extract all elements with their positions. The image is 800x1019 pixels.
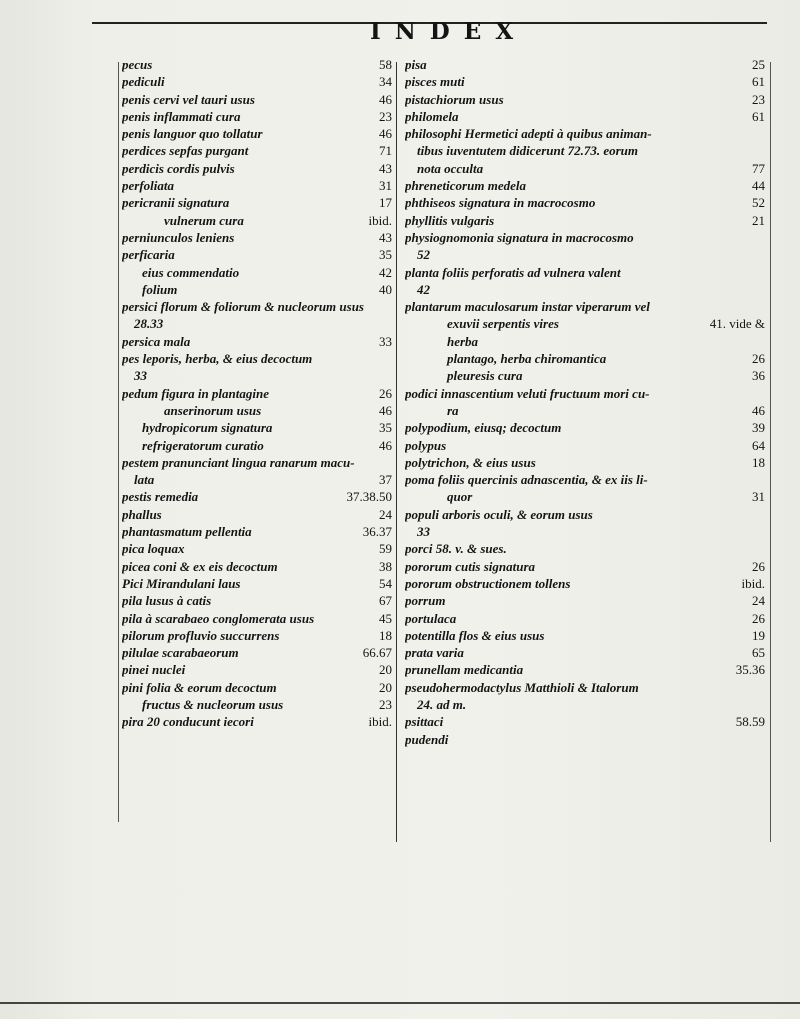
page-reference: 77 (752, 160, 765, 176)
index-entry (122, 402, 392, 419)
index-term: philomela (405, 108, 459, 124)
index-entry (405, 125, 765, 142)
index-entry (122, 592, 392, 609)
page-reference: 65 (752, 645, 765, 661)
page-reference: 38 (379, 558, 392, 574)
page-reference: 67 (379, 593, 392, 609)
bottom-rule (0, 1002, 800, 1004)
page-reference: 61 (752, 74, 765, 90)
index-term: porrum (405, 593, 446, 609)
index-entry (122, 281, 392, 298)
index-term: penis cervi vel tauri usus (122, 91, 255, 107)
page-reference: 35 (379, 420, 392, 436)
index-entry (122, 264, 392, 281)
page-reference: 36.37 (362, 524, 392, 540)
index-term: phthiseos signatura in macrocosmo (405, 195, 596, 211)
index-entry (122, 177, 392, 194)
page-reference: 23 (752, 91, 765, 107)
index-term: picea coni & ex eis decoctum (122, 558, 278, 574)
index-entry (405, 506, 765, 523)
page-reference: 17 (379, 195, 392, 211)
page-reference (761, 333, 765, 350)
page-reference: 46 (379, 437, 392, 453)
index-term: 33 (417, 524, 430, 540)
index-term: fructus & nucleorum usus (142, 696, 284, 712)
index-entry (122, 142, 392, 159)
index-entry (122, 575, 392, 592)
page-reference (388, 350, 392, 367)
index-entry (405, 437, 765, 454)
index-term: anserinorum usus (164, 402, 262, 418)
page-reference: 25 (752, 57, 765, 72)
page-reference (761, 385, 765, 402)
index-entry (122, 125, 392, 142)
page-reference: 64 (752, 437, 765, 453)
index-term: 24. ad m. (417, 696, 467, 712)
index-entry (405, 108, 765, 125)
index-entry (122, 540, 392, 557)
index-column-left (122, 56, 392, 731)
index-term: pistachiorum usus (405, 91, 504, 107)
index-term: pila lusus à catis (122, 593, 212, 609)
index-entry (122, 523, 392, 540)
index-term: prata varia (405, 645, 464, 661)
index-entry (122, 91, 392, 108)
index-entry (122, 437, 392, 454)
index-entry (122, 419, 392, 436)
page-reference: 23 (379, 696, 392, 712)
page-reference: 20 (379, 662, 392, 678)
index-entry (405, 540, 765, 557)
index-term: polypodium, eiusq; decoctum (405, 420, 562, 436)
page-title: INDEX (370, 18, 528, 45)
index-entry (122, 644, 392, 661)
left-margin-rule (118, 62, 119, 822)
page-reference: 43 (379, 160, 392, 176)
index-entry (122, 350, 392, 367)
index-entry (122, 367, 392, 384)
index-term: herba (447, 333, 479, 349)
index-term: polytrichon, & eius usus (405, 454, 536, 470)
index-entry (122, 385, 392, 402)
index-term: pini folia & eorum decoctum (122, 679, 277, 695)
page-reference: 26 (752, 558, 765, 574)
index-entry (405, 661, 765, 678)
page-reference: 46 (379, 126, 392, 142)
index-term: 33 (134, 368, 147, 384)
index-term: pila à scarabaeo conglomerata usus (122, 610, 315, 626)
page-reference: 24 (379, 506, 392, 522)
page-reference: 35 (379, 247, 392, 263)
index-term: plantarum maculosarum instar viperarum vel (405, 299, 650, 315)
index-term: pica loquax (122, 541, 185, 557)
index-entry (405, 298, 765, 315)
index-term: pisa (405, 57, 427, 72)
index-entry (405, 385, 765, 402)
index-entry (122, 333, 392, 350)
index-entry (405, 91, 765, 108)
page-reference: 18 (752, 454, 765, 470)
index-entry (122, 56, 392, 73)
index-entry (122, 194, 392, 211)
page-reference (761, 540, 765, 557)
page-reference: 36 (752, 368, 765, 384)
index-entry (405, 212, 765, 229)
page-reference: 61 (752, 108, 765, 124)
page-reference: 37.38.50 (346, 489, 392, 505)
index-entry (405, 402, 765, 419)
page-reference: 71 (379, 143, 392, 159)
index-entry (405, 696, 765, 713)
index-entry (122, 696, 392, 713)
page-reference (761, 679, 765, 696)
index-entry (405, 679, 765, 696)
index-term: quor (447, 489, 473, 505)
index-term: vulnerum cura (164, 212, 244, 228)
index-term: phantasmatum pellentia (122, 524, 252, 540)
page-reference (761, 696, 765, 713)
index-entry (405, 142, 765, 159)
index-term: tibus iuventutem didicerunt 72.73. eorum (417, 143, 639, 159)
column-divider (396, 62, 397, 842)
index-entry (405, 350, 765, 367)
index-term: nota occulta (417, 160, 484, 176)
index-entry (122, 108, 392, 125)
index-entry (405, 644, 765, 661)
index-term: perdicis cordis pulvis (122, 160, 235, 176)
page-reference: 23 (379, 108, 392, 124)
index-term: pes leporis, herba, & eius decoctum (122, 351, 313, 367)
index-term: pisces muti (405, 74, 465, 90)
index-entry (405, 731, 765, 748)
page-reference (388, 315, 392, 332)
page-reference: 21 (752, 212, 765, 228)
index-term: perdices sepfas purgant (122, 143, 249, 159)
index-term: folium (142, 281, 178, 297)
page-reference: 46 (379, 91, 392, 107)
index-term: poma foliis quercinis adnascentia, & ex iis li- (405, 472, 648, 488)
index-entry (122, 488, 392, 505)
page-reference (388, 298, 392, 315)
index-entry (122, 212, 392, 229)
page-reference (761, 471, 765, 488)
index-term: plantago, herba chiromantica (447, 351, 607, 367)
page-reference (761, 125, 765, 142)
page-reference (761, 731, 765, 748)
index-term: eius commendatio (142, 264, 240, 280)
page-reference: 58.59 (735, 714, 765, 730)
index-entry (122, 229, 392, 246)
page-reference: 41. vide & (709, 316, 765, 332)
page-reference: 66.67 (362, 645, 392, 661)
index-term: penis inflammati cura (122, 108, 241, 124)
page-reference (761, 229, 765, 246)
index-term: pilorum profluvio succurrens (122, 627, 280, 643)
page-reference: 54 (379, 575, 392, 591)
index-entry (405, 713, 765, 730)
page-reference (761, 281, 765, 298)
page-reference (761, 264, 765, 281)
page-reference: 40 (379, 281, 392, 297)
page-reference: 19 (752, 627, 765, 643)
page-reference: ibid. (368, 212, 392, 228)
index-term: phyllitis vulgaris (405, 212, 495, 228)
index-entry (405, 315, 765, 332)
index-term: 28.33 (134, 316, 164, 332)
index-entry (122, 471, 392, 488)
index-term: pororum obstructionem tollens (405, 575, 571, 591)
index-entry (405, 419, 765, 436)
index-term: Pici Mirandulani laus (122, 575, 241, 591)
index-entry (122, 558, 392, 575)
page-reference (761, 142, 765, 159)
index-entry (405, 73, 765, 90)
index-entry (122, 610, 392, 627)
index-entry (122, 160, 392, 177)
index-term: pudendi (405, 731, 449, 747)
page-reference: 26 (752, 351, 765, 367)
page-reference: ibid. (368, 714, 392, 730)
index-entry (405, 575, 765, 592)
index-entry (405, 246, 765, 263)
index-term: potentilla flos & eius usus (405, 627, 545, 643)
index-term: persici florum & foliorum & nucleorum usus (122, 299, 364, 315)
index-entry (122, 315, 392, 332)
index-entry (122, 454, 392, 471)
page-reference (388, 367, 392, 384)
index-term: 52 (417, 247, 430, 263)
index-term: penis languor quo tollatur (122, 126, 263, 142)
page-reference: 39 (752, 420, 765, 436)
right-margin-rule (770, 62, 771, 842)
index-entry (122, 627, 392, 644)
index-term: hydropicorum signatura (142, 420, 273, 436)
index-term: pedum figura in plantagine (122, 385, 269, 401)
index-term: pecus (122, 57, 153, 72)
index-term: psittaci (405, 714, 444, 730)
index-column-right (405, 56, 765, 748)
index-entry (405, 454, 765, 471)
index-entry (122, 713, 392, 730)
index-term: pilulae scarabaeorum (122, 645, 239, 661)
page-reference: 59 (379, 541, 392, 557)
page-reference: 31 (752, 489, 765, 505)
page-reference: 46 (752, 402, 765, 418)
index-term: phreneticorum medela (405, 178, 526, 194)
index-term: refrigeratorum curatio (142, 437, 264, 453)
index-entry (405, 471, 765, 488)
index-term: pediculi (122, 74, 165, 90)
page-reference (761, 523, 765, 540)
index-entry (405, 264, 765, 281)
page-reference: 24 (752, 593, 765, 609)
page-reference: 34 (379, 74, 392, 90)
page-reference (761, 298, 765, 315)
index-term: phallus (122, 506, 162, 522)
page-reference: 31 (379, 178, 392, 194)
index-term: perfoliata (122, 178, 174, 194)
page-reference (388, 454, 392, 471)
page-reference: 35.36 (735, 662, 765, 678)
index-term: lata (134, 472, 155, 488)
page-reference: 26 (379, 385, 392, 401)
index-entry (405, 281, 765, 298)
page-reference: 20 (379, 679, 392, 695)
index-term: pestem pranunciant lingua ranarum macu- (122, 454, 355, 470)
page-reference: 18 (379, 627, 392, 643)
index-entry (405, 627, 765, 644)
index-term: prunellam medicantia (405, 662, 524, 678)
index-term: ra (447, 402, 459, 418)
index-entry (122, 246, 392, 263)
index-entry (122, 73, 392, 90)
index-term: pseudohermodactylus Matthioli & Italorum (405, 679, 639, 695)
page-reference: 26 (752, 610, 765, 626)
index-term: pororum cutis signatura (405, 558, 536, 574)
page-reference (761, 246, 765, 263)
index-entry (405, 160, 765, 177)
index-entry (405, 523, 765, 540)
page-reference: 43 (379, 229, 392, 245)
index-term: perficaria (122, 247, 175, 263)
page-reference: 44 (752, 178, 765, 194)
index-term: planta foliis perforatis ad vulnera valent (405, 264, 621, 280)
index-entry (405, 177, 765, 194)
index-entry (405, 229, 765, 246)
index-entry (405, 56, 765, 73)
page-reference: 52 (752, 195, 765, 211)
index-entry (405, 610, 765, 627)
index-term: podici innascentium veluti fructuum mori cu- (405, 385, 650, 401)
index-term: porci 58. v. & sues. (405, 541, 507, 557)
index-term: portulaca (405, 610, 457, 626)
page-reference: 46 (379, 402, 392, 418)
page-reference: 37 (379, 472, 392, 488)
index-term: polypus (405, 437, 447, 453)
index-entry (405, 333, 765, 350)
page-reference (761, 506, 765, 523)
page-reference: ibid. (741, 575, 765, 591)
index-entry (405, 367, 765, 384)
page-reference: 42 (379, 264, 392, 280)
index-term: philosophi Hermetici adepti à quibus animan- (405, 126, 652, 142)
index-term: persica mala (122, 333, 191, 349)
index-term: 42 (417, 281, 430, 297)
index-term: perniunculos leniens (122, 229, 235, 245)
index-entry (405, 488, 765, 505)
index-entry (405, 194, 765, 211)
page-reference: 45 (379, 610, 392, 626)
index-entry (405, 558, 765, 575)
index-entry (122, 679, 392, 696)
index-term: pira 20 conducunt iecori (122, 714, 254, 730)
index-term: populi arboris oculi, & eorum usus (405, 506, 593, 522)
index-entry (122, 506, 392, 523)
index-term: pinei nuclei (122, 662, 186, 678)
index-entry (405, 592, 765, 609)
page-reference: 33 (379, 333, 392, 349)
index-term: pericranii signatura (122, 195, 230, 211)
index-entry (122, 298, 392, 315)
index-term: pleuresis cura (447, 368, 523, 384)
page-reference: 58 (379, 57, 392, 72)
index-term: physiognomonia signatura in macrocosmo (405, 229, 634, 245)
index-term: pestis remedia (122, 489, 199, 505)
index-entry (122, 661, 392, 678)
index-term: exuvii serpentis vires (447, 316, 559, 332)
